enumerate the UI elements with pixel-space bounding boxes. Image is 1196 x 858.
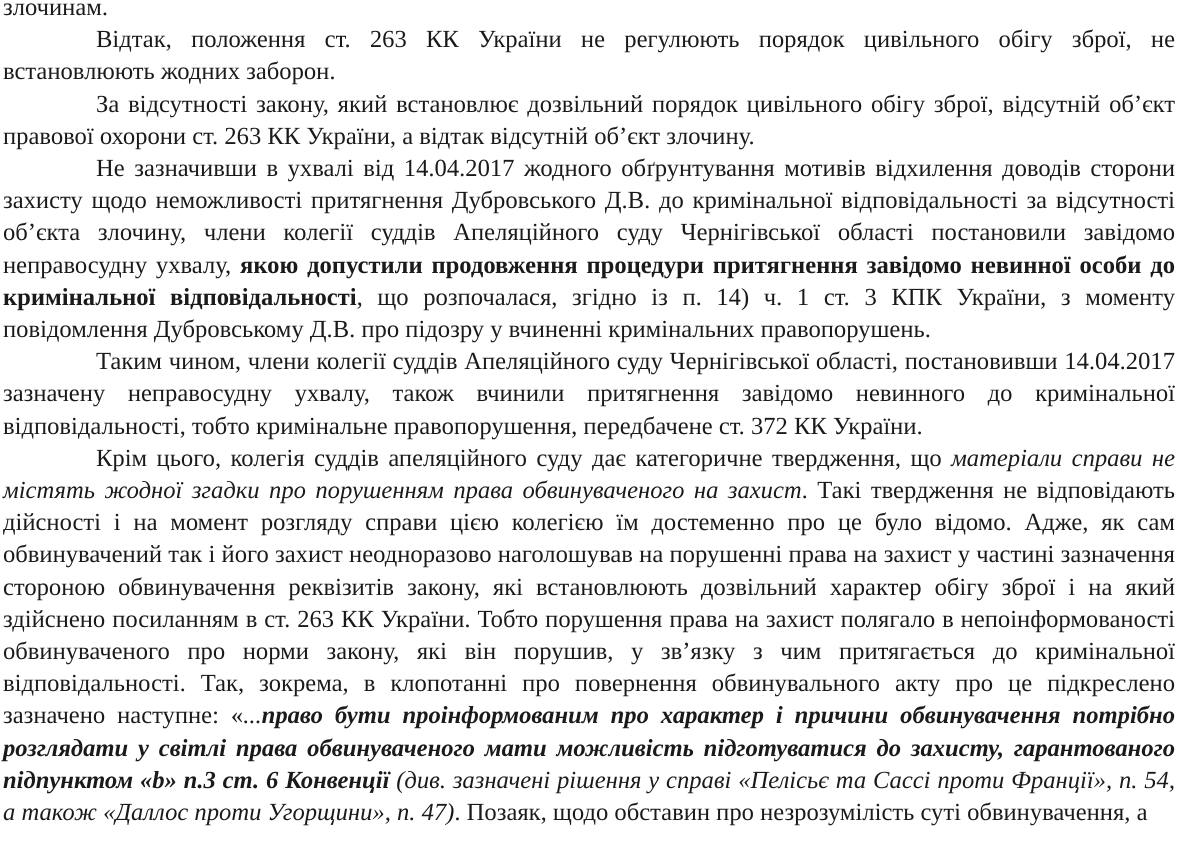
text-run: Крім цього, колегія суддів апеляційного суду дає категоричне твердження, що: [96, 444, 952, 472]
bold-text-run: якою допустили продовження процедури притягнення завідомо невинної особи до кримінальної відповідальності: [3, 251, 1176, 311]
paragraph-1: [3, 24, 1175, 88]
text-run: злочинам.: [3, 0, 108, 21]
document-page: [3, 0, 1175, 829]
paragraph-2: [3, 89, 1175, 153]
paragraph-4: [3, 346, 1175, 443]
italic-text-run: (див. зазначені рішення у справі «Пелісьє та Сассі проти Франції», п. 54, а також «Даллос проти Угорщини», п. 47): [3, 766, 1175, 827]
text-run: Відтак, положення ст. 263 КК України не регулюють порядок цивільного обігу зброї, не встановлюють жодних заборон.: [3, 26, 1175, 86]
italic-text-run: ...: [243, 702, 262, 730]
paragraph-0: [3, 0, 1175, 24]
text-run: Таким чином, члени колегії суддів Апеляційного суду Чернігівської області, постановивши 14.04.2017 зазначену неправосудну ухвалу, також вчинили притягнення завідомо невинного до кримінальної відповідальності, тобто кримінальне правопорушення, передбачене ст. 372 КК України.: [3, 348, 1175, 440]
italic-text-run: матеріали справи не містять жодної згадки про порушенням права обвинуваченого на захист: [3, 444, 1175, 505]
text-run: , що розпочалася, згідно із п. 14) ч. 1 ст. 3 КПК України, з моменту повідомлення Дубровському Д.В. про підозру у вчиненні кримінальних правопорушень.: [3, 283, 1175, 344]
text-run: . Такі твердження не відповідають дійсності і на момент розгляду справи цією колегією їм достеменно про це було відомо. Адже, як сам обвинувачений так і його захист неодноразово наголошував на порушенні права на захист у частині зазначення стороною обвинувачення реквізитів закону, які встановлюють дозвільний характер обігу зброї і на який здійснено посиланням в ст. 263 КК України. Тобто порушення права на захист полягало в непоінформованості обвинуваченого про норми закону, які він порушив, у зв’язку з чим притягається до кримінальної відповідальності. Так, зокрема, в клопотанні про повернення обвинувального акту про це підкреслено зазначено наступне: «: [3, 477, 1175, 730]
text-run: Не зазначивши в ухвалі від 14.04.2017 жодного обґрунтування мотивів відхилення доводів сторони захисту щодо неможливості притягнення Дубровського Д.В. до кримінальної відповідальності за відсутності об’єкта злочину, члени колегії суддів Апеляційного суду Чернігівської області постановили завідомо неправосудну ухвалу,: [3, 155, 1175, 279]
paragraph-5: [3, 443, 1175, 829]
text-run: За відсутності закону, який встановлює дозвільний порядок цивільного обігу зброї, відсутній об’єкт правової охорони ст. 263 КК України, а відтак відсутній об’єкт злочину.: [3, 90, 1175, 150]
bold-italic-text-run: право бути проінформованим про характер і причини обвинувачення потрібно розглядати у світлі права обвинуваченого мати можливість підготуватися до захисту, гарантованого підпунктом «b» п.3 ст. 6 Конвенції: [3, 702, 1176, 794]
text-run: . Позаяк, щодо обставин про незрозумілість суті обвинувачення, а: [454, 799, 1148, 827]
paragraph-3: [3, 153, 1175, 346]
